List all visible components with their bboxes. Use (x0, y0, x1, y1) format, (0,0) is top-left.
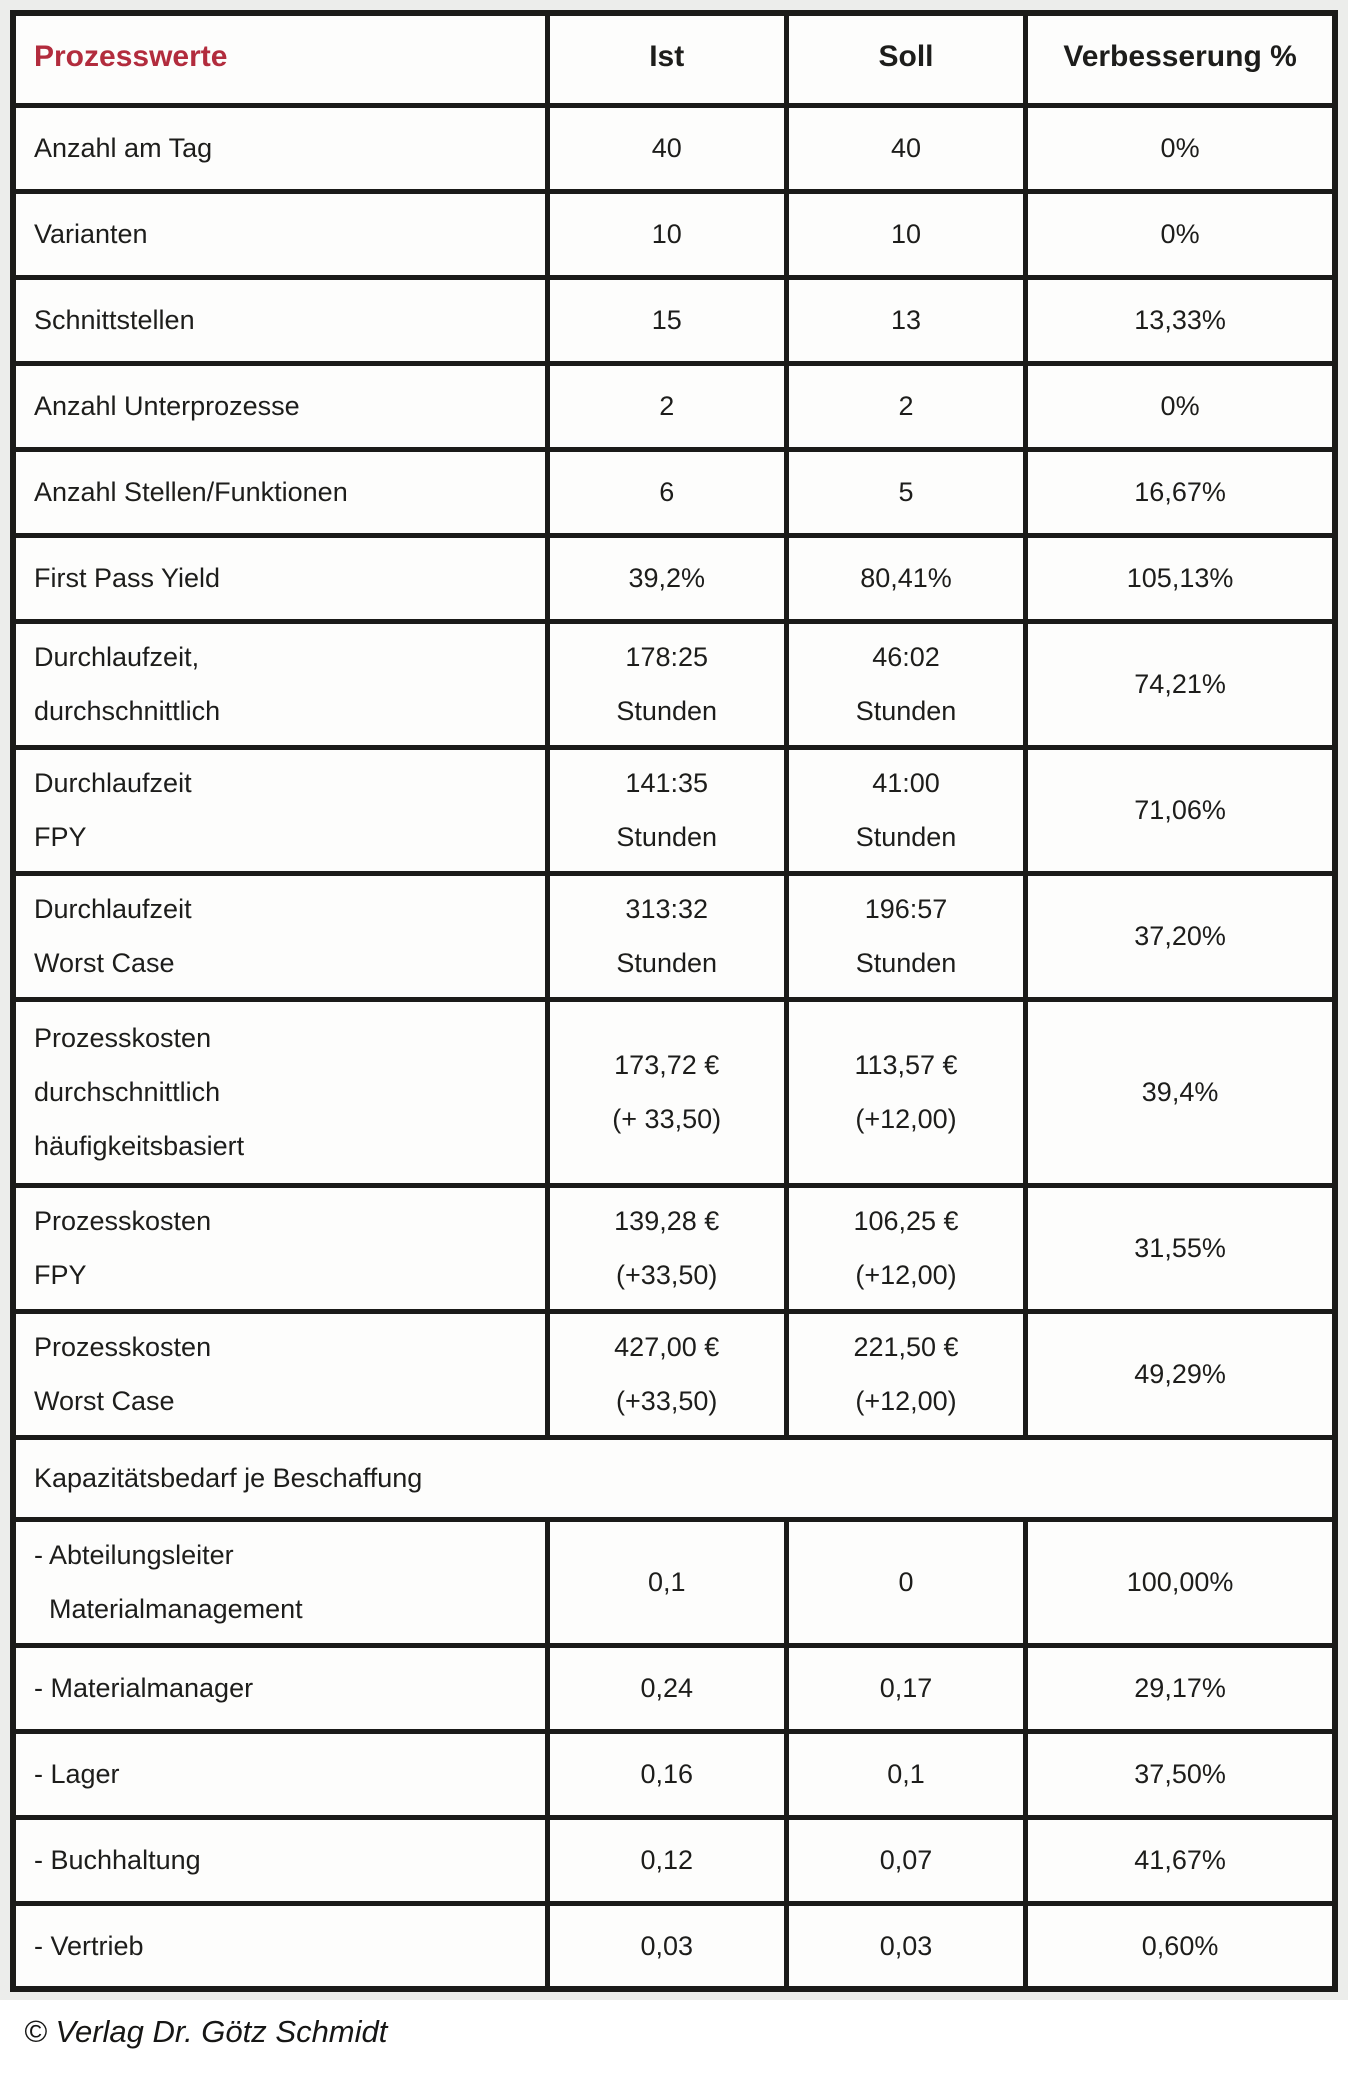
table-title: Prozesswerte (13, 13, 547, 105)
cell-line: 0,12 (640, 1845, 693, 1875)
cell-ist (547, 1185, 786, 1311)
cell-label (13, 1817, 547, 1903)
cell-line: 40 (651, 133, 682, 163)
cell-label (13, 191, 547, 277)
cell-verbesserung: 13,33% (1026, 277, 1335, 363)
cell-line: Stunden (616, 822, 718, 852)
cell-line: - Lager (34, 1759, 120, 1789)
cell-ist (547, 621, 786, 747)
cell-verbesserung: 100,00% (1026, 1519, 1335, 1645)
table-row (13, 1817, 1335, 1903)
cell-soll (786, 1817, 1025, 1903)
cell-line: 0,1 (887, 1759, 925, 1789)
table-row (13, 1645, 1335, 1731)
cell-label (13, 1185, 547, 1311)
cell-line: Prozesskosten (34, 1332, 212, 1362)
cell-verbesserung: 0% (1026, 191, 1335, 277)
column-header-ist: Ist (547, 13, 786, 105)
cell-soll (786, 277, 1025, 363)
cell-label (13, 1519, 547, 1645)
table-row (13, 1731, 1335, 1817)
cell-line: 221,50 € (853, 1332, 959, 1362)
cell-ist (547, 191, 786, 277)
cell-ist (547, 1731, 786, 1817)
cell-line: 39,2% (628, 563, 705, 593)
cell-line: 0 (898, 1567, 914, 1597)
cell-verbesserung: 71,06% (1026, 747, 1335, 873)
cell-line: Durchlaufzeit (34, 768, 192, 798)
cell-line: - Vertrieb (34, 1930, 144, 1961)
cell-line: 0,17 (879, 1673, 933, 1703)
cell-line: FPY (34, 822, 87, 852)
cell-soll (786, 621, 1025, 747)
cell-line: Stunden (855, 948, 957, 978)
table-row (13, 191, 1335, 277)
cell-line: (+12,00) (855, 1104, 957, 1134)
table-row (13, 277, 1335, 363)
cell-line: First Pass Yield (34, 563, 221, 593)
cell-soll (786, 191, 1025, 277)
cell-line: - Buchhaltung (34, 1845, 201, 1875)
cell-soll (786, 747, 1025, 873)
cell-verbesserung: 49,29% (1026, 1311, 1335, 1437)
cell-line: 313:32 (625, 894, 709, 924)
cell-ist (547, 873, 786, 999)
table-row (13, 999, 1335, 1185)
table-row (13, 621, 1335, 747)
table-row (13, 1185, 1335, 1311)
cell-line: (+12,00) (855, 1260, 957, 1290)
cell-soll (786, 1311, 1025, 1437)
cell-line: 173,72 € (614, 1050, 720, 1080)
cell-line: Stunden (855, 696, 957, 726)
cell-verbesserung: 0% (1026, 105, 1335, 191)
cell-verbesserung: 39,4% (1026, 999, 1335, 1185)
cell-soll (786, 449, 1025, 535)
cell-ist (547, 449, 786, 535)
table-row (13, 1519, 1335, 1645)
table-header (13, 13, 1335, 105)
cell-label (13, 873, 547, 999)
cell-line: 5 (898, 477, 914, 507)
cell-line: - Materialmanager (34, 1673, 254, 1703)
cell-line: 13 (890, 305, 922, 335)
table-row (13, 449, 1335, 535)
table-row (13, 747, 1335, 873)
cell-soll (786, 363, 1025, 449)
cell-line: 0,03 (640, 1930, 693, 1961)
table-row (13, 105, 1335, 191)
cell-line: Prozesskosten (34, 1206, 212, 1236)
cell-ist (547, 363, 786, 449)
cell-line: 0,03 (879, 1930, 933, 1961)
cell-ist (547, 999, 786, 1185)
cell-line: Anzahl Stellen/Funktionen (34, 477, 348, 507)
cell-line: (+33,50) (616, 1260, 718, 1290)
cell-label (13, 449, 547, 535)
cell-label (13, 1645, 547, 1731)
cell-line: 15 (651, 305, 682, 335)
cell-verbesserung: 37,50% (1026, 1731, 1335, 1817)
cell-soll (786, 105, 1025, 191)
cell-ist (547, 747, 786, 873)
column-header-verbesserung: Verbesserung % (1026, 13, 1335, 105)
cell-line: Durchlaufzeit (34, 894, 192, 924)
cell-line: Varianten (34, 219, 148, 249)
cell-verbesserung: 29,17% (1026, 1645, 1335, 1731)
cell-label (13, 363, 547, 449)
cell-line: (+12,00) (855, 1386, 957, 1416)
cell-soll (786, 1185, 1025, 1311)
cell-ist (547, 1311, 786, 1437)
cell-line: 427,00 € (614, 1332, 720, 1362)
cell-line: Schnittstellen (34, 305, 195, 335)
cell-label (13, 1903, 547, 1989)
column-header-soll: Soll (786, 13, 1025, 105)
cell-soll (786, 999, 1025, 1185)
copyright-footer: © Verlag Dr. Götz Schmidt (0, 2000, 1348, 2058)
cell-verbesserung: 41,67% (1026, 1817, 1335, 1903)
cell-line: 80,41% (860, 563, 952, 593)
cell-line: 106,25 € (853, 1206, 959, 1236)
cell-line: 41:00 (872, 768, 940, 798)
cell-soll (786, 1731, 1025, 1817)
cell-line: 10 (651, 219, 682, 249)
cell-line: 6 (659, 477, 675, 507)
cell-line: 178:25 (625, 642, 709, 672)
cell-soll (786, 1519, 1025, 1645)
cell-verbesserung: 0,60% (1026, 1903, 1335, 1989)
cell-verbesserung: 37,20% (1026, 873, 1335, 999)
cell-label (13, 105, 547, 191)
cell-line: 0,1 (647, 1567, 686, 1597)
cell-label (13, 535, 547, 621)
cell-line: 141:35 (625, 768, 709, 798)
cell-ist (547, 1645, 786, 1731)
cell-line: häufigkeitsbasiert (34, 1131, 245, 1161)
cell-soll (786, 535, 1025, 621)
section-header-cell: Kapazitätsbedarf je Beschaffung (13, 1437, 1335, 1519)
cell-label (13, 1311, 547, 1437)
cell-line: 2 (898, 391, 914, 421)
cell-verbesserung: 0% (1026, 363, 1335, 449)
cell-line: Anzahl am Tag (34, 133, 213, 163)
cell-line: 2 (659, 391, 675, 421)
cell-soll (786, 1645, 1025, 1731)
cell-label (13, 621, 547, 747)
cell-line: Durchlaufzeit, (34, 642, 200, 672)
cell-line: Anzahl Unterprozesse (34, 391, 300, 421)
cell-line: FPY (34, 1260, 87, 1290)
cell-line: (+33,50) (616, 1386, 718, 1416)
cell-line: (+ 33,50) (612, 1104, 722, 1134)
table-row (13, 1903, 1335, 1989)
cell-line: Stunden (616, 948, 718, 978)
cell-line: 0,16 (640, 1759, 693, 1789)
cell-line: Prozesskosten (34, 1023, 212, 1053)
cell-line: Stunden (855, 822, 957, 852)
table-row (13, 1311, 1335, 1437)
cell-ist (547, 535, 786, 621)
cell-line: - Abteilungsleiter (34, 1540, 234, 1570)
table-body (13, 105, 1335, 1989)
cell-line: 40 (890, 133, 922, 163)
cell-verbesserung: 105,13% (1026, 535, 1335, 621)
cell-line: 139,28 € (614, 1206, 720, 1236)
cell-ist (547, 1903, 786, 1989)
table-row (13, 363, 1335, 449)
cell-ist (547, 1817, 786, 1903)
table-row (13, 535, 1335, 621)
cell-line: Materialmanagement (34, 1594, 303, 1624)
cell-label (13, 277, 547, 363)
cell-line: durchschnittlich (34, 696, 221, 726)
cell-line: 0,24 (640, 1673, 693, 1703)
cell-line: 10 (890, 219, 922, 249)
cell-verbesserung: 31,55% (1026, 1185, 1335, 1311)
cell-line: Worst Case (34, 948, 175, 978)
cell-line: 113,57 € (854, 1050, 958, 1080)
cell-ist (547, 1519, 786, 1645)
cell-line: 0,07 (879, 1845, 933, 1875)
cell-line: 196:57 (864, 894, 948, 924)
section-row (13, 1437, 1335, 1519)
header-row (13, 13, 1335, 105)
cell-verbesserung: 16,67% (1026, 449, 1335, 535)
cell-ist (547, 105, 786, 191)
cell-soll (786, 873, 1025, 999)
cell-label (13, 999, 547, 1185)
cell-label (13, 747, 547, 873)
process-values-table (10, 10, 1338, 1992)
cell-line: 46:02 (872, 642, 940, 672)
cell-ist (547, 277, 786, 363)
cell-label (13, 1731, 547, 1817)
cell-verbesserung: 74,21% (1026, 621, 1335, 747)
table-row (13, 873, 1335, 999)
cell-line: durchschnittlich (34, 1077, 221, 1107)
cell-line: Worst Case (34, 1386, 175, 1416)
cell-line: Stunden (616, 696, 718, 726)
cell-soll (786, 1903, 1025, 1989)
